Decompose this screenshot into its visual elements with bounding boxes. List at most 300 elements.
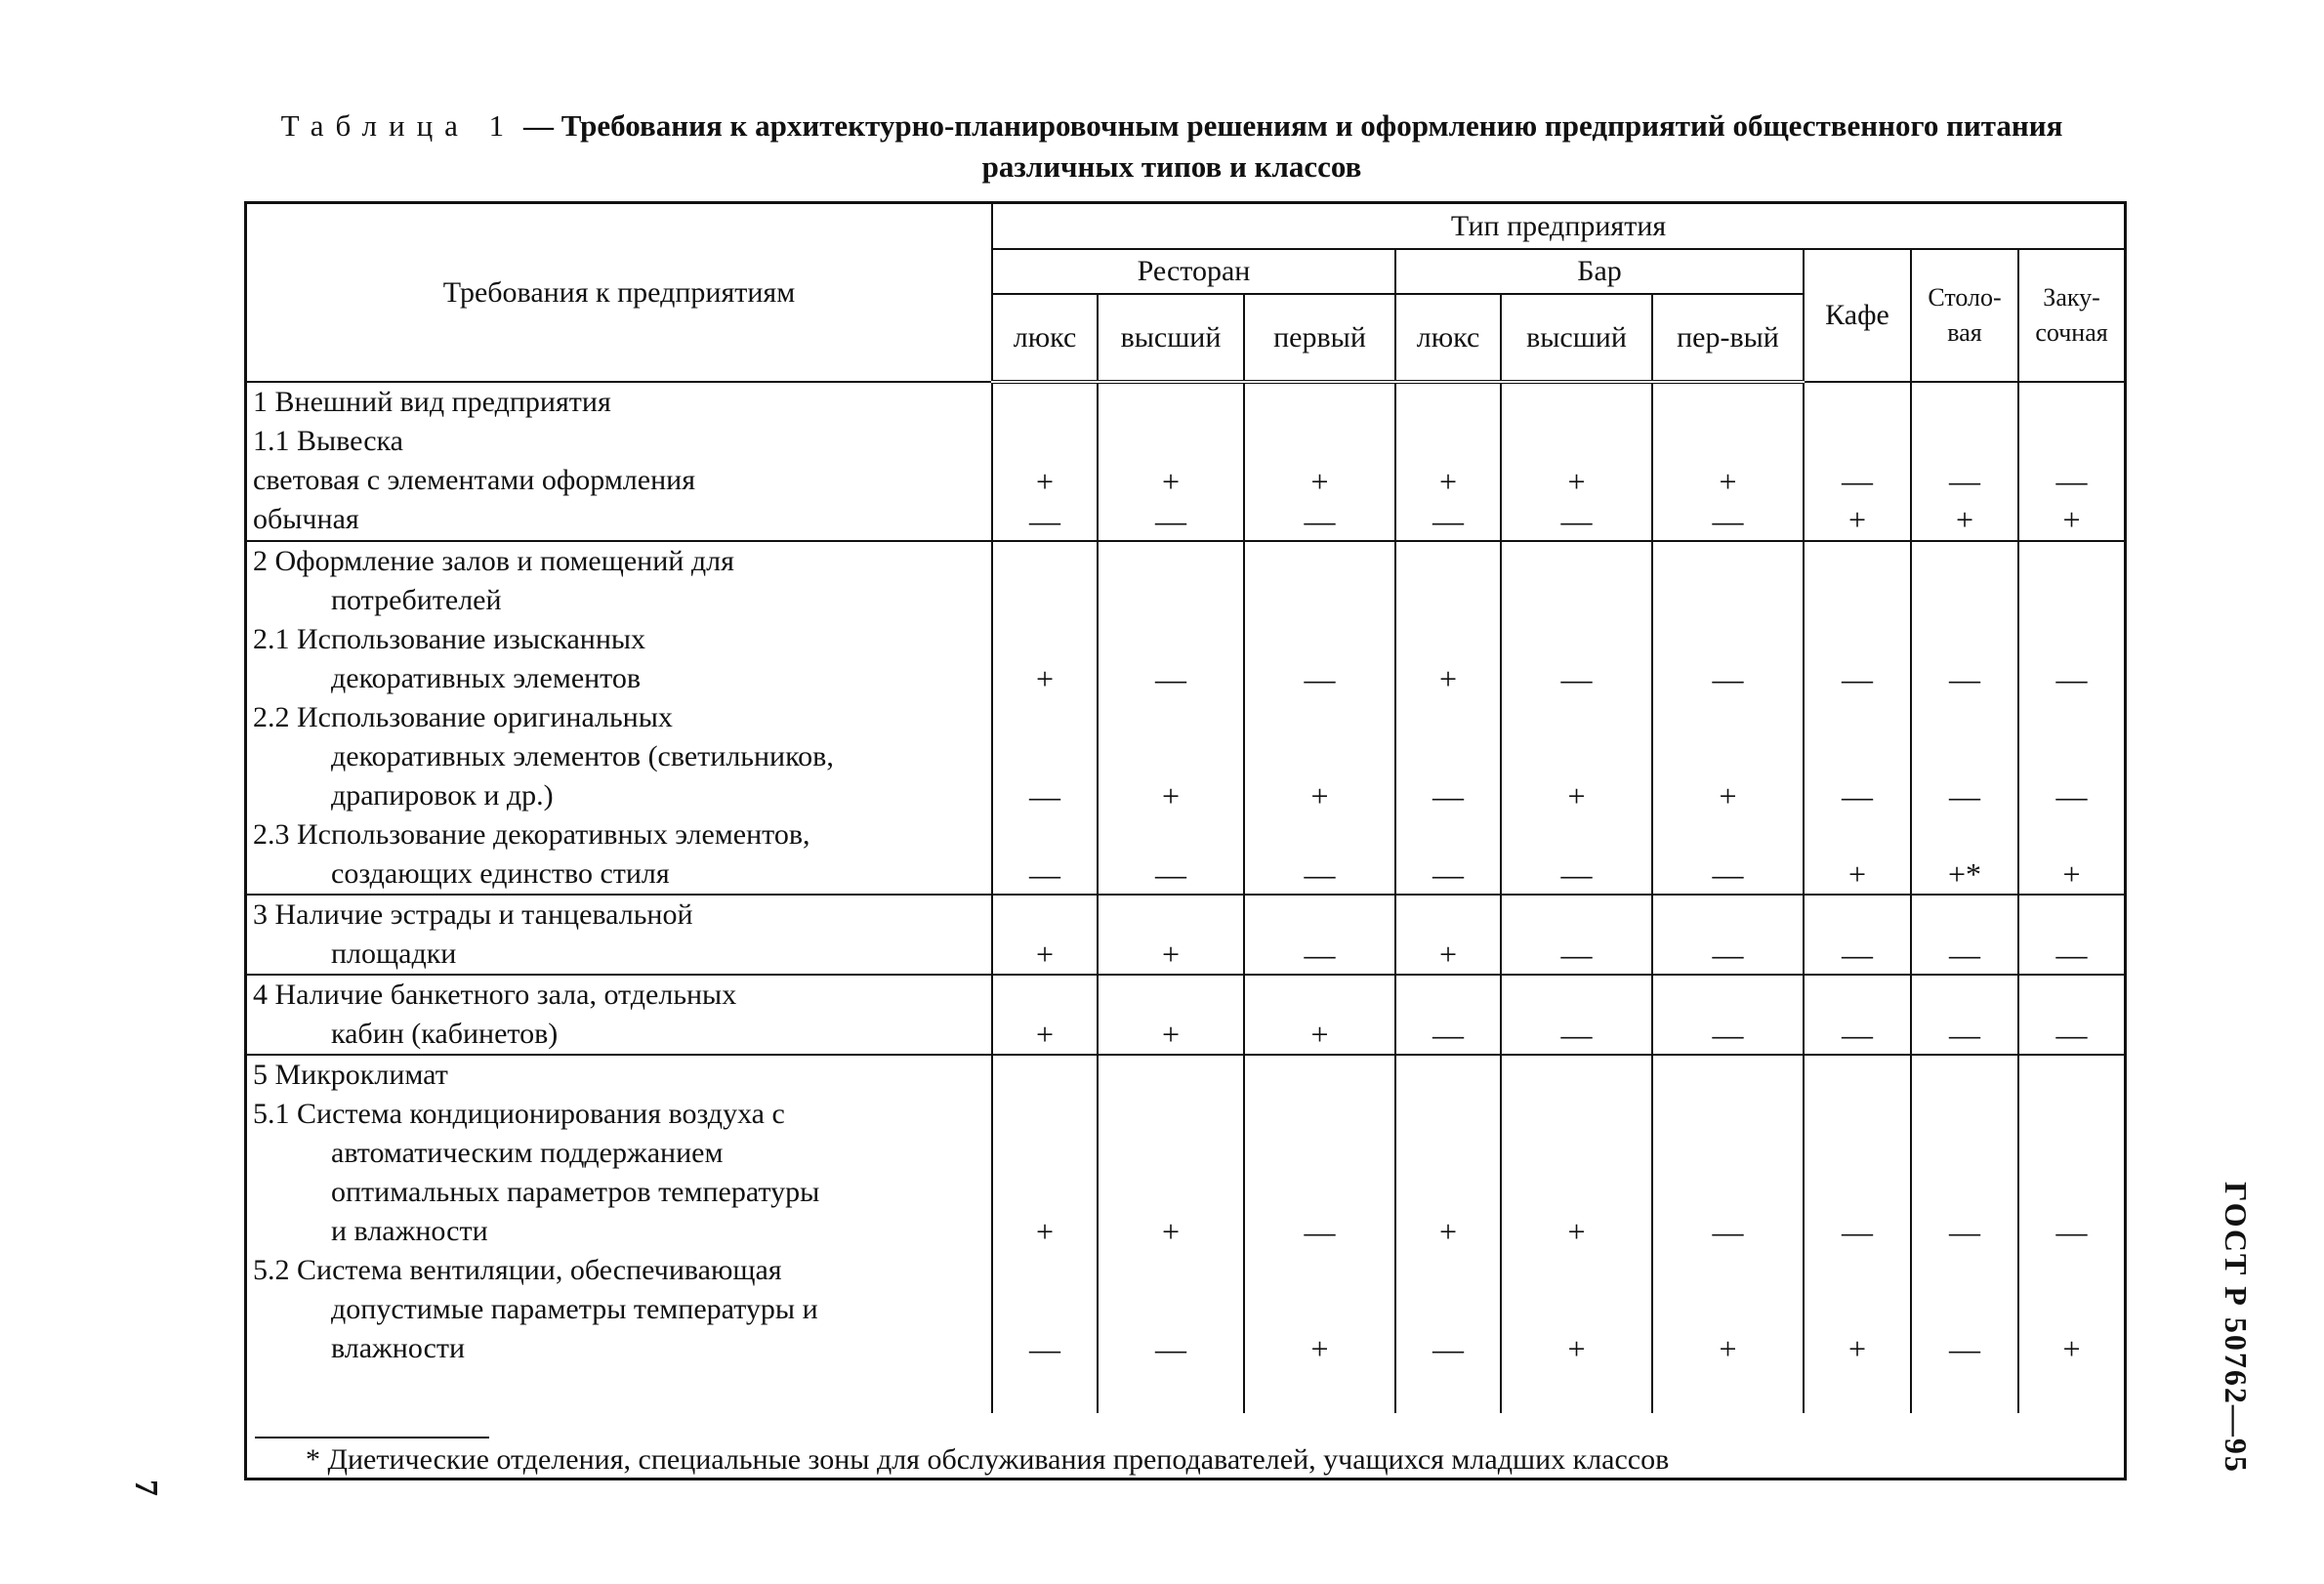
mark-value [993,620,1097,659]
mark-value [2019,896,2124,935]
requirement-line: допустимые параметры температуры и [331,1293,818,1325]
requirement-line: драпировок и др.) [331,779,554,812]
mark-value: — [1842,937,1873,972]
mark-value: — [1304,937,1336,972]
mark-value: — [1712,937,1744,972]
mark-cell [1098,1055,1244,1413]
table-row [247,895,2124,975]
mark-value: — [1949,778,1980,813]
mark-value [1805,1095,1910,1134]
mark-value [1502,1056,1651,1095]
mark-value [1653,384,1803,423]
mark-value [1805,737,1910,776]
page-number: 7 [128,1480,164,1496]
mark-value [1653,1173,1803,1212]
mark-cell [1652,1055,1804,1413]
mark-value: — [1842,1214,1873,1249]
mark-value [1396,1290,1500,1329]
mark-value [1099,384,1243,423]
mark-value [1396,698,1500,737]
mark-value: + [1847,502,1867,537]
requirement-cell [247,895,992,975]
standard-code: ГОСТ Р 50762—95 [2219,1182,2254,1474]
mark-cell [1652,975,1804,1055]
mark-value [1396,1173,1500,1212]
mark-value [1653,698,1803,737]
mark-value: + [1567,1331,1586,1366]
requirement-line: декоративных элементов (светильников, [331,740,834,772]
mark-value [2019,737,2124,776]
mark-value [1245,1251,1394,1290]
mark-value: + [2062,856,2081,892]
mark-value [1653,581,1803,620]
mark-value [1805,1251,1910,1290]
mark-value [2019,581,2124,620]
requirement-line: 5.1 Система кондиционирования воздуха с [253,1098,785,1130]
requirement-line: площадки [331,938,457,970]
mark-value [993,896,1097,935]
mark-value [1912,698,2017,737]
mark-cell [1804,895,1911,975]
mark-value [1502,423,1651,462]
mark-value [1099,976,1243,1015]
mark-cell [2018,541,2124,895]
mark-value: — [1560,503,1593,538]
mark-value [1245,737,1394,776]
mark-value: + [1719,464,1737,499]
mark-value: — [1029,856,1060,892]
mark-value: + [1310,1017,1329,1052]
mark-value [993,976,1097,1015]
mark-value [1502,542,1651,581]
mark-value [2019,1056,2124,1095]
mark-cell [1652,895,1804,975]
mark-value [2019,698,2124,737]
mark-value [2019,620,2124,659]
caption-label: Таблица 1 [280,108,517,143]
mark-value: — [1432,856,1464,892]
header-restaurant-lux: люкс [992,294,1098,382]
mark-value [1245,542,1394,581]
mark-value: — [2055,778,2088,813]
mark-value [1805,1290,1910,1329]
mark-value: + [1161,1214,1181,1249]
mark-value: — [2055,937,2088,972]
mark-value [1805,1056,1910,1095]
mark-value: — [1949,1331,1980,1366]
mark-value [1099,620,1243,659]
footnote: * Диетические отделения, специальные зоны для обслуживания преподавателей, учащихся младших классов [306,1443,1670,1476]
requirement-line: обычная [253,503,359,535]
mark-value [1099,737,1243,776]
mark-cell [1098,895,1244,975]
header-restaurant: Ресторан [992,249,1395,294]
mark-value [1912,976,2017,1015]
mark-cell [1501,1055,1652,1413]
mark-value [1396,423,1500,462]
mark-value [1653,976,1803,1015]
mark-cell [1501,895,1652,975]
mark-cell [992,895,1098,975]
mark-value [993,384,1097,423]
mark-value: — [1155,856,1186,892]
mark-value [1653,542,1803,581]
mark-value [2019,422,2124,461]
mark-value: +* [1947,856,1982,892]
mark-value: — [1560,1017,1593,1052]
mark-value [1653,1056,1803,1095]
mark-value [2019,1134,2124,1173]
mark-value [1502,1095,1651,1134]
mark-value [1099,896,1243,935]
mark-cell [1501,541,1652,895]
mark-value [2019,976,2124,1015]
mark-value: — [1842,463,1873,498]
mark-cell [2018,975,2124,1055]
mark-value [1653,1134,1803,1173]
mark-value: — [1304,856,1336,892]
mark-value [1502,698,1651,737]
header-restaurant-first: первый [1244,294,1395,382]
mark-value: + [1567,778,1586,813]
mark-value [1099,1290,1243,1329]
mark-cell [992,1055,1098,1413]
mark-value [1805,422,1910,461]
mark-value: + [1847,1331,1867,1366]
mark-value [1396,581,1500,620]
requirement-line: создающих единство стиля [331,857,670,890]
mark-value: + [1161,1017,1181,1052]
mark-value [1099,1095,1243,1134]
mark-value [1912,896,2017,935]
mark-cell [1395,382,1501,541]
mark-value: — [1432,1331,1464,1366]
mark-value [1653,620,1803,659]
mark-value [2019,542,2124,581]
mark-value [1245,1095,1394,1134]
mark-value [993,815,1097,855]
mark-value: — [1712,1214,1744,1249]
mark-value [1396,1251,1500,1290]
mark-value [1245,1056,1394,1095]
mark-value: + [2062,502,2081,537]
mark-value [1245,815,1394,855]
mark-value: + [1719,778,1737,813]
mark-value [1396,1134,1500,1173]
mark-value: + [1438,464,1458,499]
mark-value [1245,581,1394,620]
mark-value: — [1949,661,1980,696]
mark-value [1099,1056,1243,1095]
mark-value: + [1438,937,1458,972]
mark-cell [1395,1055,1501,1413]
mark-value [1653,896,1803,935]
table-row [247,541,2124,895]
mark-value: + [1161,778,1181,813]
mark-value [1653,737,1803,776]
mark-value [2019,1095,2124,1134]
mark-value [1245,384,1394,423]
mark-value [1245,698,1394,737]
mark-value [1245,896,1394,935]
requirement-cell [247,1055,992,1413]
mark-value [2019,1173,2124,1212]
mark-value [1502,620,1651,659]
mark-value [1653,1290,1803,1329]
mark-cell [2018,895,2124,975]
header-bar-lux: люкс [1395,294,1501,382]
mark-value [993,423,1097,462]
requirement-line: 2.1 Использование изысканных [253,623,646,655]
mark-value [2019,1290,2124,1329]
header-requirements: Требования к предприятиям [247,204,992,382]
requirement-line: 2.2 Использование оригинальных [253,701,673,733]
requirement-cell [247,541,992,895]
mark-value: — [1560,937,1593,972]
mark-value: — [1842,1017,1873,1052]
mark-value [1099,815,1243,855]
mark-value: + [1161,937,1181,972]
mark-value: — [1560,856,1593,892]
mark-value: — [1712,503,1744,538]
mark-cell [1911,975,2018,1055]
table-row [247,975,2124,1055]
requirement-line: 1.1 Вывеска [253,425,403,457]
mark-value [1245,1134,1394,1173]
mark-value [1805,815,1910,855]
mark-value [993,1290,1097,1329]
requirement-line: и влажности [331,1215,488,1247]
header-snack-bar: Заку-сочная [2018,249,2124,382]
requirement-cell [247,382,992,541]
mark-value: + [1310,1331,1329,1366]
mark-value [1099,1251,1243,1290]
table-caption [244,105,2099,188]
mark-cell [1804,541,1911,895]
mark-value: — [1304,503,1336,538]
mark-value: + [1310,464,1329,499]
mark-value [1805,1134,1910,1173]
mark-value [1912,815,2017,855]
requirement-line: оптимальных параметров температуры [331,1176,820,1208]
header-restaurant-highest: высший [1098,294,1244,382]
mark-value: — [2055,463,2088,498]
mark-cell [1244,895,1395,975]
mark-cell [1244,1055,1395,1413]
mark-value [1653,1251,1803,1290]
mark-value: + [1438,661,1458,696]
mark-value [1396,1095,1500,1134]
mark-value [1502,896,1651,935]
header-bar: Бар [1395,249,1804,294]
mark-value [1912,1290,2017,1329]
caption-title: Требования к архитектурно-планировочным решениям и оформлению предприятий общественного питания различных типов и классов [560,108,2063,184]
mark-value [993,1134,1097,1173]
mark-value [993,581,1097,620]
mark-value: + [1035,1214,1055,1249]
mark-value [1805,581,1910,620]
mark-value [1245,1290,1394,1329]
mark-value: — [1155,1331,1186,1366]
mark-value [1653,423,1803,462]
mark-value: — [1712,1017,1744,1052]
requirement-line: 2.3 Использование декоративных элементов, [253,818,810,851]
table-body [247,382,2124,1413]
mark-value: — [1029,778,1060,813]
mark-value: — [1432,1017,1464,1052]
mark-value: — [1155,661,1186,696]
mark-value [1245,976,1394,1015]
mark-value: + [1161,464,1181,499]
mark-value: — [1949,463,1980,498]
requirements-table [247,204,2124,1413]
mark-value: + [1567,464,1586,499]
mark-value [1912,1251,2017,1290]
mark-value: + [1310,778,1329,813]
requirement-line: влажности [331,1332,466,1364]
mark-value [1502,815,1651,855]
mark-value: — [1949,1017,1980,1052]
requirement-line: световая с элементами оформления [253,464,696,496]
mark-value [1245,423,1394,462]
mark-cell [1911,1055,2018,1413]
caption-dash: — [516,108,561,143]
mark-value [1912,1056,2017,1095]
mark-value [1502,737,1651,776]
mark-value [1396,737,1500,776]
header-bar-highest: высший [1501,294,1652,382]
mark-value: — [2055,661,2088,696]
mark-value [1912,581,2017,620]
mark-value [1502,1173,1651,1212]
mark-cell [1395,895,1501,975]
footnote-rule [255,1437,489,1438]
mark-value [1502,976,1651,1015]
header-canteen: Столо-вая [1911,249,2018,382]
mark-value [993,542,1097,581]
mark-value: + [1035,1017,1055,1052]
mark-value: — [1155,503,1186,538]
mark-value: — [1304,1214,1336,1249]
mark-value: — [1029,1331,1060,1366]
mark-value [1805,542,1910,581]
mark-cell [1395,541,1501,895]
requirement-line: 5.2 Система вентиляции, обеспечивающая [253,1254,782,1286]
mark-value [993,698,1097,737]
mark-value: + [1847,856,1867,892]
mark-value: + [2062,1331,2081,1366]
mark-value [1396,384,1500,423]
mark-cell [1395,975,1501,1055]
requirement-line: 1 Внешний вид предприятия [253,386,611,418]
mark-value: — [1949,937,1980,972]
requirement-line: кабин (кабинетов) [331,1018,559,1050]
header-bar-first: пер-вый [1652,294,1804,382]
mark-cell [1911,382,2018,541]
mark-value: — [1304,661,1336,696]
mark-value [993,1173,1097,1212]
mark-value [1396,1056,1500,1095]
mark-value [1653,1095,1803,1134]
mark-cell [1804,382,1911,541]
mark-value [1245,620,1394,659]
mark-value [1099,1134,1243,1173]
mark-value [1912,1173,2017,1212]
mark-cell [1501,382,1652,541]
mark-value [1912,1095,2017,1134]
mark-value: + [1035,661,1055,696]
mark-cell [1804,975,1911,1055]
mark-cell [2018,1055,2124,1413]
mark-cell [1911,541,2018,895]
mark-cell [1804,1055,1911,1413]
mark-value [2019,383,2124,422]
mark-value [2019,1251,2124,1290]
mark-value [1396,620,1500,659]
mark-value: + [1438,1214,1458,1249]
mark-value: — [2055,1214,2088,1249]
mark-value [1912,422,2017,461]
mark-cell [2018,382,2124,541]
requirement-line: автоматическим поддержанием [331,1137,724,1169]
header-enterprise-type: Тип предприятия [992,204,2124,249]
mark-value [1912,1134,2017,1173]
mark-value [1502,1251,1651,1290]
mark-cell [1098,541,1244,895]
mark-value: + [1719,1331,1737,1366]
mark-cell [992,382,1098,541]
mark-value [1805,896,1910,935]
mark-value: — [1432,778,1464,813]
mark-value [1245,1173,1394,1212]
mark-value: — [1432,503,1464,538]
mark-value [2019,815,2124,855]
mark-value [1912,737,2017,776]
table-row [247,382,2124,541]
mark-cell [1098,975,1244,1055]
mark-cell [992,541,1098,895]
mark-value: — [1842,778,1873,813]
mark-cell [1501,975,1652,1055]
mark-value [1099,581,1243,620]
mark-value [993,737,1097,776]
mark-value [1099,423,1243,462]
mark-value: — [1949,1214,1980,1249]
requirement-line: декоративных элементов [331,662,642,694]
mark-cell [1244,975,1395,1055]
mark-value: — [1029,503,1060,538]
mark-value [993,1251,1097,1290]
table-frame [244,201,2127,1480]
mark-value [1912,542,2017,581]
mark-cell [992,975,1098,1055]
mark-value [1099,1173,1243,1212]
requirement-line: 2 Оформление залов и помещений для [253,545,734,577]
mark-value: — [1712,856,1744,892]
mark-value [993,1095,1097,1134]
mark-cell [1911,895,2018,975]
mark-value [1099,542,1243,581]
mark-value [1502,384,1651,423]
mark-value [1912,383,2017,422]
mark-value: + [1035,937,1055,972]
mark-cell [1244,382,1395,541]
mark-value: — [1560,661,1593,696]
mark-value [1805,383,1910,422]
mark-value: — [1842,661,1873,696]
mark-value [1653,815,1803,855]
mark-value [1502,1290,1651,1329]
